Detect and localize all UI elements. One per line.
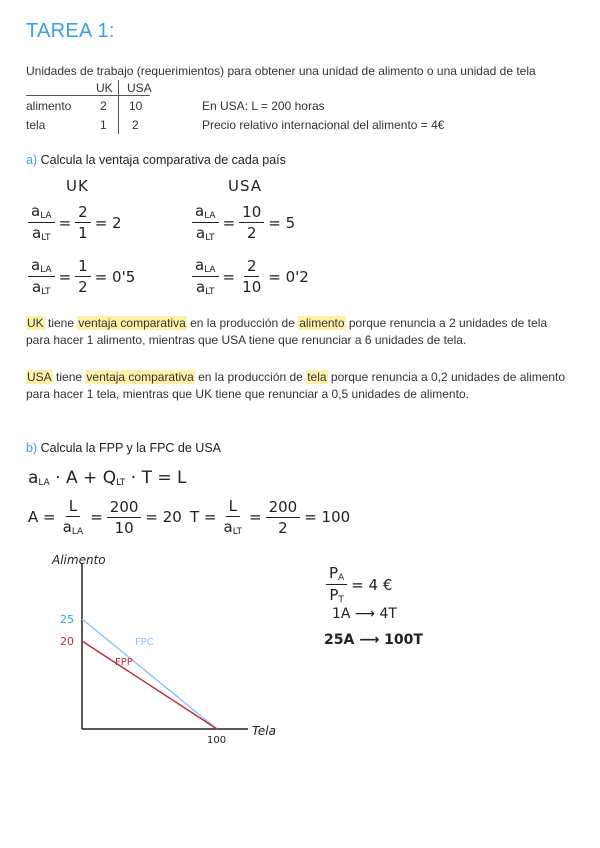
var-a: a: [196, 224, 206, 242]
uk-ratio-2: [28, 256, 135, 297]
highlight-usa: USA: [27, 370, 52, 384]
uk-ratio-1-result: = 2: [94, 213, 122, 232]
max-food-result: = 20: [145, 508, 182, 526]
frac-den: 2: [278, 518, 288, 537]
frac-num: 10: [239, 203, 264, 223]
section-a-text: Calcula la ventaja comparativa de cada país: [40, 153, 286, 167]
table-cell: 2: [100, 99, 107, 113]
highlight-ventaja: ventaja comparativa: [86, 370, 194, 384]
exchange-line-2: 25A ⟶ 100T: [324, 632, 423, 648]
budget-equation: [28, 468, 187, 488]
frac-den: 2: [78, 278, 88, 296]
sub-lt: LT: [41, 287, 51, 297]
section-b-label: b): [26, 441, 38, 455]
max-cloth-equation: [190, 497, 350, 537]
highlight-tela: tela: [307, 370, 327, 384]
fpp-line: [82, 641, 217, 729]
price-ratio: [326, 564, 392, 605]
var-a: a: [195, 256, 205, 274]
sub-lt: LT: [41, 233, 51, 243]
table-cell: 10: [129, 99, 143, 113]
equals: =: [58, 267, 72, 286]
max-food-equation: [28, 497, 182, 537]
sub-a: A: [338, 573, 345, 583]
price-note: Precio relativo internacional del alimento = 4€: [202, 118, 445, 132]
x-tick-100: 100: [207, 735, 227, 746]
table-row-label: tela: [26, 118, 46, 132]
usa-ratio-2-result: = 0'2: [268, 267, 309, 286]
sub-la: LA: [204, 265, 216, 275]
frac-num: 200: [266, 498, 301, 518]
conclusion-usa: [26, 369, 574, 403]
table-header-divider: [26, 95, 150, 96]
table-header-usa: USA: [127, 81, 152, 95]
section-b-heading: [26, 441, 221, 455]
text-span: tiene: [52, 370, 86, 384]
var-a: a: [32, 224, 42, 242]
var-a: a: [31, 202, 41, 220]
frac-num: 1: [75, 257, 91, 277]
intro-text: Unidades de trabajo (requerimientos) para obtener una unidad de alimento o una unidad de tela: [26, 64, 536, 78]
price-ratio-result: = 4 €: [351, 575, 393, 594]
sub-lt: LT: [205, 233, 215, 243]
sub-t: T: [338, 595, 344, 605]
table-cell: 2: [132, 118, 139, 132]
eq-lhs: T =: [190, 508, 217, 526]
var-a: a: [62, 518, 72, 536]
frac-den: 2: [246, 224, 257, 242]
equals: =: [248, 508, 262, 526]
frac-num: 2: [244, 257, 260, 277]
labor-note: En USA: L = 200 horas: [202, 99, 325, 113]
section-b-text: Calcula la FPP y la FPC de USA: [40, 441, 222, 455]
conclusion-uk: [26, 315, 574, 349]
page-title: TAREA 1:: [26, 20, 115, 42]
frac-den: 10: [114, 518, 134, 537]
text-span: tiene: [44, 316, 78, 330]
usa-ratio-2: [192, 256, 309, 297]
fpp-fpc-chart: [0, 545, 320, 755]
y-tick-25: 25: [60, 613, 74, 626]
y-axis-label: Alimento: [52, 553, 106, 567]
highlight-uk: UK: [27, 316, 44, 330]
frac-num: 2: [75, 203, 91, 223]
frac-num: L: [226, 497, 240, 517]
section-a-label: a): [26, 153, 38, 167]
usa-ratio-1: [192, 202, 295, 243]
eq-end: · T = L: [125, 468, 187, 488]
highlight-ventaja: ventaja comparativa: [78, 316, 186, 330]
usa-ratio-1-result: = 5: [268, 213, 296, 232]
uk-heading: UK: [66, 177, 89, 195]
usa-heading: USA: [228, 177, 263, 195]
sub-la: LA: [204, 211, 216, 221]
equals: =: [222, 213, 236, 232]
y-tick-20: 20: [60, 635, 74, 648]
equals: =: [58, 213, 72, 232]
eq-lhs: A =: [28, 508, 56, 526]
sub-la: LA: [38, 478, 50, 488]
eq-middle: · A + Q: [49, 468, 117, 488]
text-span: porque renuncia a 2 unidades de tela para hacer 1 alimento, mientras que USA tiene que renunciar a 6 unidades de tela.: [26, 316, 548, 347]
equals: =: [222, 267, 236, 286]
fpp-label: FPP: [115, 657, 133, 668]
highlight-alimento: alimento: [299, 316, 345, 330]
sub-la: LA: [40, 211, 52, 221]
exchange-line-1: 1A ⟶ 4T: [332, 606, 397, 622]
frac-num: 200: [107, 498, 142, 518]
frac-den: 10: [242, 278, 262, 296]
var-a: a: [223, 518, 233, 536]
sub-lt: LT: [232, 527, 242, 537]
var-p: P: [329, 586, 339, 604]
sub-lt: LT: [205, 287, 215, 297]
text-span: en la producción de: [186, 316, 299, 330]
frac-num: L: [66, 497, 80, 517]
sub-la: LA: [40, 265, 52, 275]
var-p: P: [329, 564, 339, 582]
x-axis-label: Tela: [252, 724, 276, 738]
var-a: a: [28, 468, 39, 488]
text-span: en la producción de: [194, 370, 307, 384]
table-cell: 1: [100, 118, 107, 132]
equals: =: [90, 508, 103, 526]
var-a: a: [195, 202, 205, 220]
var-a: a: [32, 278, 42, 296]
table-header-uk: UK: [96, 81, 113, 95]
frac-den: 1: [78, 224, 88, 242]
table-row-label: alimento: [26, 99, 72, 113]
uk-ratio-2-result: = 0'5: [94, 267, 136, 286]
table-column-divider: [118, 80, 119, 134]
section-a-heading: [26, 153, 286, 167]
var-a: a: [196, 278, 206, 296]
requirements-table: [26, 80, 166, 136]
text-span: porque renuncia a 0,2 unidades de alimento para hacer 1 tela, mientras que UK tiene que renunciar a 0,5 unidades de alimento.: [26, 370, 566, 401]
sub-la: LA: [71, 527, 84, 537]
uk-ratio-1: [28, 202, 122, 243]
sub-lt: LT: [116, 478, 126, 488]
fpc-label: FPC: [135, 637, 154, 648]
max-cloth-result: = 100: [304, 508, 351, 526]
fpc-line: [82, 619, 217, 729]
var-a: a: [31, 256, 41, 274]
